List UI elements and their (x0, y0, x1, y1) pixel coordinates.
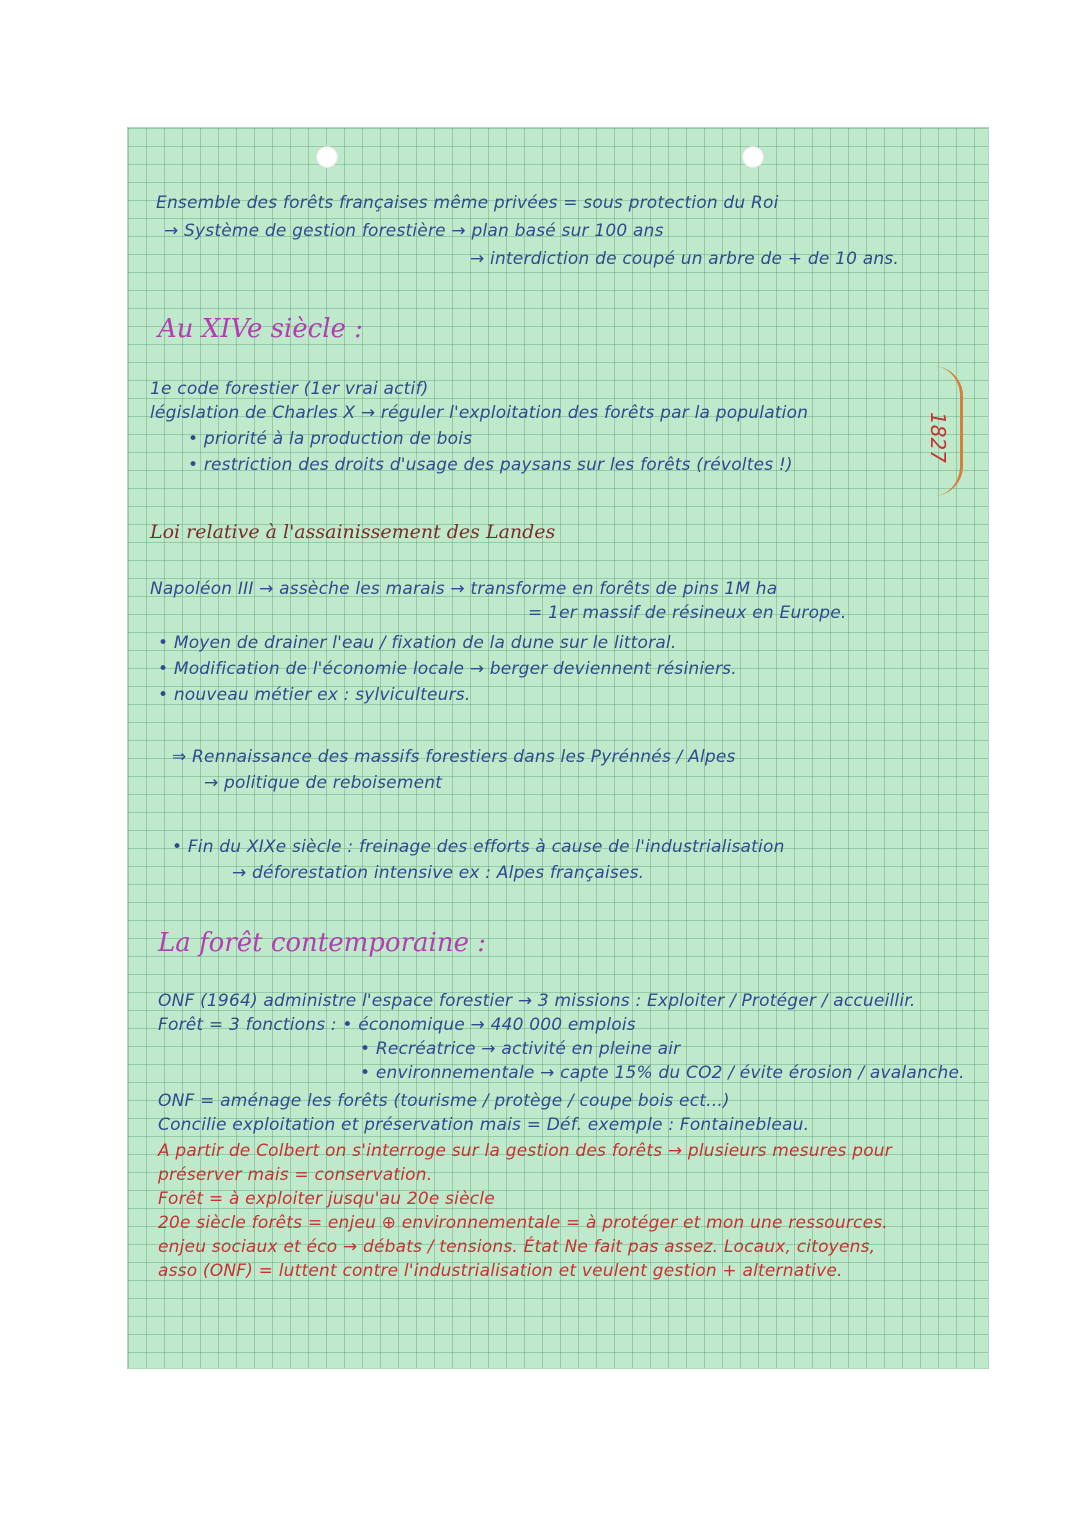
note-line: Forêt = 3 fonctions : • économique → 440 000 emplois (158, 1015, 636, 1035)
note-line: Forêt = à exploiter jusqu'au 20e siècle (158, 1189, 495, 1209)
note-line: • Modification de l'économie locale → berger deviennent résiniers. (158, 659, 737, 679)
note-line: → interdiction de coupé un arbre de + de 10 ans. (470, 249, 899, 269)
note-line: Concilie exploitation et préservation mais = Déf. exemple : Fontainebleau. (158, 1115, 810, 1135)
note-line: asso (ONF) = luttent contre l'industrialisation et veulent gestion + alternative. (158, 1261, 843, 1281)
punch-hole-right (742, 146, 764, 168)
note-line: ONF (1964) administre l'espace forestier → 3 missions : Exploiter / Protéger / accueillir. (158, 991, 916, 1011)
note-line: • environnementale → capte 15% du CO2 / évite érosion / avalanche. (360, 1063, 965, 1083)
note-line: législation de Charles X → réguler l'exploitation des forêts par la population (150, 403, 809, 423)
note-line: Napoléon III → assèche les marais → transforme en forêts de pins 1M ha (150, 579, 778, 599)
note-line: A partir de Colbert on s'interroge sur la gestion des forêts → plusieurs mesures pour (158, 1141, 892, 1161)
note-line: ONF = aménage les forêts (tourisme / protège / coupe bois ect...) (158, 1091, 730, 1111)
note-line: → Système de gestion forestière → plan basé sur 100 ans (164, 221, 664, 241)
note-line: • restriction des droits d'usage des paysans sur les forêts (révoltes !) (188, 455, 793, 475)
note-line: 1e code forestier (1er vrai actif) (150, 379, 429, 399)
note-line: • Fin du XIXe siècle : freinage des efforts à cause de l'industrialisation (172, 837, 785, 857)
note-line: = 1er massif de résineux en Europe. (528, 603, 847, 623)
note-line: • Recréatrice → activité en pleine air (360, 1039, 681, 1059)
note-line: • Moyen de drainer l'eau / fixation de la dune sur le littoral. (158, 633, 677, 653)
note-line: Ensemble des forêts françaises même privées = sous protection du Roi (156, 193, 779, 213)
note-line: 20e siècle forêts = enjeu ⊕ environnementale = à protéger et mon une ressources. (158, 1213, 888, 1233)
year-label: 1827 (926, 412, 950, 463)
section-heading-contemporary-forest: La forêt contemporaine : (158, 928, 486, 958)
note-line: • priorité à la production de bois (188, 429, 473, 449)
section-heading-landes-law: Loi relative à l'assainissement des Landes (150, 521, 556, 543)
note-line: enjeu sociaux et éco → débats / tensions. État Ne fait pas assez. Locaux, citoyens, (158, 1237, 876, 1257)
notebook-page (128, 128, 988, 1368)
section-heading-14th-century: Au XIVe siècle : (158, 314, 363, 344)
note-line: préserver mais = conservation. (158, 1165, 433, 1185)
note-line: ⇒ Rennaissance des massifs forestiers dans les Pyrénnés / Alpes (172, 747, 736, 767)
note-line: → politique de reboisement (204, 773, 443, 793)
note-line: • nouveau métier ex : sylviculteurs. (158, 685, 471, 705)
note-line: → déforestation intensive ex : Alpes françaises. (232, 863, 645, 883)
punch-hole-left (316, 146, 338, 168)
